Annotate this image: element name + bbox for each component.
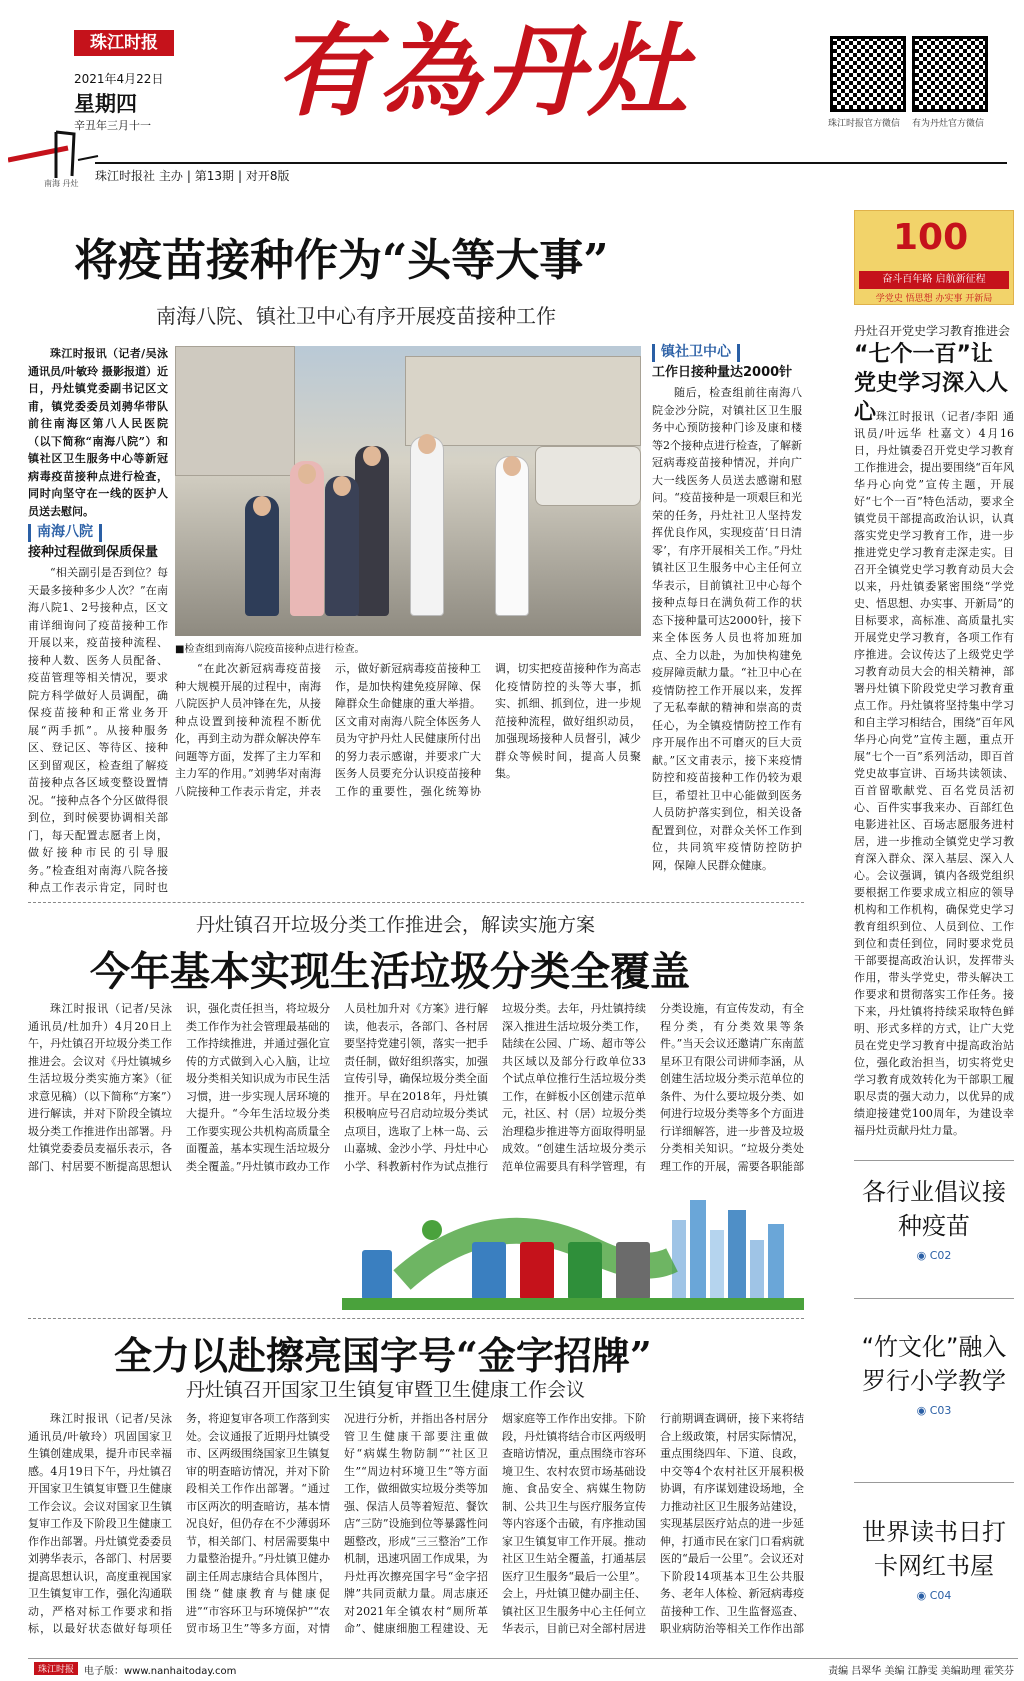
- article3-text: 珠江时报讯（记者/吴泳通讯员/叶敏玲）巩固国家卫生镇创建成果，提升市民幸福感。4月19日下午，丹灶镇召开国家卫生镇复审暨卫生健康工作会议。会议对国家卫生镇复审工作及下阶段卫生健康工作作出部署。丹灶镇党委委员刘骋华表示，各部门、村居要提高思想认识，高度重视国家卫生镇复审工作，强化沟通联动，严格对标工作要求和指标，以最好状态做好每项任务，将迎复审各项工作落到实处。会议通报了近期丹灶镇受市、区两级围绕国家卫生镇复审的明查暗访情况，并对下阶段相关工作作出部署。“通过市区两次的明查暗访，基本情况良好，但仍存在不少薄弱环节，相关部门、村居需要集中力量整治提升。”丹灶镇卫健办副主任周志康结合具体图片，围绕“健康教育与健康促进”“市容环卫与环境保护”“农贸市场卫生”等多方面，对情况进行分析，并指出各村居分管卫生健康干部要注重做好“病媒生物防制”“社区卫生”“周边村环境卫生”等方面工作，做细做实垃圾分类等加强、保洁人员等着短范、餐饮店“三防”设施到位等暴露性问题整改，形成“三三整治”工作机制，迅速巩固工作成果，为丹灶再次擦亮国字号“金字招牌”共同贡献力量。周志康还对2021年全镇农村“厕所革命”、健康细胞工程建设、无烟家庭等工作作出安排。下阶段，丹灶镇将结合市区两级明查暗访情况，重点围绕市容环境卫生、农村农贸市场基础设施、食品安全、病媒生物防制、公共卫生与医疗服务宣传等内容逐个击破，有序推动国家卫生镇复审工作开展。推动社区卫生站全覆盖，打通基层医疗卫生服务“最后一公里”。会上，丹灶镇卫健办副主任、镇社区卫生服务中心主任何立华表示，目前已对全部村居进行前期调查调研，接下来将结合上级政策，村居实际情况，重点围绕四年、下道、良政，中交等4个农村社区开展积极协调，有序谋划建设场地，全力推动社区卫生服务站建设，实现基层医疗站点的进一步延伸，打通市民在家门口看病就医的“最后一公里”。会议还对下阶段14项基本卫生公共服务、老年人体检、新冠病毒疫苗接种工作、卫生监督巡查、职业病防治等相关工作作出部: [28, 1412, 804, 1635]
- teaser-title: 各行业倡议接种疫苗: [862, 1178, 1006, 1240]
- divider: [854, 1298, 1014, 1299]
- side-article-headline: “七个一百”让党史学习深入人心: [854, 342, 1009, 425]
- newspaper-title: 有為丹灶: [275, 12, 691, 130]
- issue-weekday: 星期四: [74, 92, 137, 116]
- side-article-body: [854, 408, 1014, 1158]
- badge-number: 100: [893, 217, 969, 258]
- section-kicker: 南海八院: [28, 524, 102, 542]
- qr-label: 有为丹灶官方微信: [912, 119, 985, 129]
- page-footer: [28, 1658, 1018, 1676]
- footer-url[interactable]: 电子版：www.nanhaitoday.com: [84, 1666, 237, 1677]
- section-kicker: 镇社卫中心: [652, 344, 740, 362]
- info-publisher: 珠江时报社 主办: [95, 169, 183, 183]
- article1-col1: [28, 345, 168, 895]
- photo-caption: ■检查组到南海八院疫苗接种点进行检查。: [175, 644, 365, 655]
- article2-body: [28, 1000, 804, 1180]
- divider: [854, 1160, 1014, 1161]
- side-article-text: 珠江时报讯（记者/李阳 通讯员/叶远华 杜嘉文）4月16日，丹灶镇委召开党史学习教育工作推进会，提出要围绕“百年风华丹心向党”宣传主题，开展好“七个一百”特色活动，要求全镇党员干部提高政治认识，认真落实党史学习教育工作，进一步推进党史学习教育走深走实。目召开全镇党史学习教育动员大会以来，丹灶镇委紧密围绕“学党史、悟思想、办实事、开新局”的目标要求，高标准、高质量扎实开展党史学习教育，各项工作有序推进。会议传达了上级党史学习教育动员大会的相关精神，部署丹灶镇下阶段党史学习教育重点工作。丹灶镇将坚持集中学习和自主学习相结合，围绕“百年风华丹心向党”宣传主题，重点开展“七个一百”系列活动，即百首党史故事宣讲、百场共读领读、百首留歌献党、百名党员活初心、百件实事我来办、百部红色电影进社区、百场志愿服务进村居，进一步推动全镇党史学习教育深入群众、深入基层、深入人心。会议强调，镇内各级党组织要根据工作要求成立相应的领导机构和工作机构，确保党史学习教育组织到位、人员到位、工作到位和责任到位，同时要求党员干部要提高政治认识，发挥带头作用，带头学党史，带头解决工作要求和贯彻落实工作任务。接下来，丹灶镇将持续采取特色鲜明、形式多样的方式，让广大党员在党史学习教育中提高政治站位，强化政治担当，切实将党史学习教育成效转化为干部职工履职尽责的强大动力，以优异的成绩迎接建党100周年，为建设幸福丹灶贡献丹灶力量。: [854, 410, 1014, 1137]
- side-article-kicker: 丹灶召开党史学习教育推进会: [854, 324, 1011, 338]
- qr-code-icon: [912, 36, 988, 112]
- page-ref: ◉ C02: [916, 1249, 952, 1262]
- page-ref: ◉ C04: [916, 1589, 952, 1602]
- divider: [28, 902, 804, 903]
- article2-subhead: 丹灶镇召开垃圾分类工作推进会，解读实施方案: [196, 914, 596, 936]
- article1-section1-text: “相关副引是否到位？每天最多接种多少人次？”在南海八院1、2号接种点，区文甫详细询问了疫苗接种工作开展以来，疫苗接种流程、接种人数、医务人员配备、疫苗管理等相关情况，要求院方科学做好人员调配，确保疫苗接种和正常业务开展“两手抓”。从接种服务区、登记区、等待区、接种区到留观区，检查组了解疫苗接种点各区域变整设置情况。“接种点各个分区做得很到位，到时候要协调相关部门，每天配置志愿者上岗，做好接种市民的引导服务。”检查组对南海八院各接种点工作表示肯定，同时也: [28, 566, 168, 894]
- page-number: C04: [929, 1589, 952, 1602]
- article1-section1-text2: “在此次新冠病毒疫苗接种大规模开展的过程中，南海八院医护人员冲锋在先，从接种点设置到接种流程不断优化，再到主动为群众解决停车问题等方面，发挥了主力军和主力军的作用。”刘骋华对南海八院接种工作表示肯定，并表示，做好新冠病毒疫苗接种工作，是加快构建免疫屏障、保障群众生命健康的重大举措。区文甫对南海八院全体医务人员为守护丹灶人民健康所付出的努力表示感谢，并要求广大医务人员要充分认识疫苗接种工作的重要性，强化统筹协调，切实把疫苗接种作为高志化疫情防控的头等大事，抓实、抓细、抓到位，进一步规范接种流程，做好组织动员，加强现场接种人员督引，减少群众等候时间，提高人员聚集。: [175, 662, 641, 798]
- article1-col-right: [652, 340, 802, 895]
- teaser-title: 世界读书日打卡网红书屋: [862, 1518, 1006, 1580]
- party-centennial-badge: [854, 210, 1014, 305]
- footer-logo: 珠江时报: [34, 1662, 78, 1675]
- page-ref: ◉ C03: [916, 1404, 952, 1417]
- inspection-photo: [175, 346, 641, 636]
- right-column: [854, 210, 1014, 1650]
- page-number: C02: [929, 1249, 952, 1262]
- qr-code-icon: [830, 36, 906, 112]
- info-issue: 第13期: [194, 169, 234, 183]
- article3-subhead: 丹灶镇召开国家卫生镇复审暨卫生健康工作会议: [186, 1379, 586, 1401]
- badge-subtitle: 学党史 悟思想 办实事 开新局: [875, 294, 993, 304]
- article1-headline: 将疫苗接种作为“头等大事”: [74, 235, 609, 286]
- area-name: 南海 丹灶: [44, 179, 79, 188]
- section-title: 接种过程做到保质保量: [28, 544, 159, 560]
- divider: [854, 1482, 1014, 1483]
- article2-text: 珠江时报讯（记者/吴泳通讯员/杜加升）4月20日上午，丹灶镇召开垃圾分类工作推进会。会议对《丹灶镇城乡生活垃圾分类实施方案》（征求意见稿）（以下简称“方案”）进行解读，并对下阶段全镇垃圾分类工作推进作出部署。丹灶镇党委委员麦福乐表示，各部门、村居要不断提高思想认识，强化责任担当，将垃圾分类工作作为社会管理最基础的工作持续推进，并通过强化宣传的方式做到入心入脑，让垃圾分类相关知识成为市民生活习惯，进一步实现人居环境的大提升。“今年生活垃圾分类工作要实现公共机构高质量全面覆盖，基本实现生活垃圾分类全覆盖。”丹灶镇市政办工作人员杜加升对《方案》进行解读，他表示，各部门、各村居要坚持党建引领，落实一把手责任制，做好组织落实，加强宣传引导，确保垃圾分类全面推开。早在2018年，丹灶镇积极响应号召启动垃圾分类试点项目，选取了上林一岛、云山嘉城、金沙小学、丹灶中心小学、科教新村作为试点推行垃圾分类。去年，丹灶镇持续深入推进生活垃圾分类工作，陆续在公园、广场、超市等公共区域以及部分行政单位33个试点单位推行生活垃圾分类工作，在鲜板小区创建示范单元，社区、村（居）垃圾分类治理稳步推进等方面取得明显成效。“创建生活垃圾分类示范单位需要具有科学管理，有分类设施，有宣传发动，有全程分类，有分类效果等条件。”当天会议还邀请广东南蓝星环卫有限公司讲师李涵，从创建生活垃圾分类示范单位的条件、为什么要垃圾分类、如何进行垃圾分类等多个方面进行详细解答，进一步普及垃圾分类相关知识。“垃圾分类处理工作的开展，需要各职能部: [28, 1002, 804, 1173]
- teaser-title: “竹文化”融入罗行小学教学: [861, 1333, 1007, 1395]
- teaser-c04[interactable]: [854, 1515, 1014, 1602]
- footer-editors: 责编 吕翠华 美编 江静雯 美编助理 霍笑芬: [828, 1666, 1014, 1677]
- garbage-sorting-illustration: [342, 1180, 804, 1310]
- masthead: [0, 0, 1024, 195]
- article1-col-mid: [175, 660, 641, 895]
- issue-date: 2021年4月22日: [74, 72, 164, 86]
- lunar-date: 辛丑年三月十一: [74, 119, 151, 132]
- article3-headline: 全力以赴擦亮国字号“金字招牌”: [114, 1333, 652, 1378]
- issue-info-bar: 珠江时报社 主办 | 第13期 | 对开8版: [95, 162, 1007, 184]
- badge-slogan: 奋斗百年路 启航新征程: [859, 271, 1009, 289]
- article1-lead: 珠江时报讯（记者/吴泳通讯员/叶敏玲 摄影报道）近日，丹灶镇党委副书记区文甫，镇党委委员刘骋华带队前往南海区第八人民医院（以下简称“南海八院”）和镇社区卫生服务中心等新冠病毒疫苗接种点进行检查，同时向坚守在一线的医护人员送去慰问。: [28, 347, 168, 518]
- teaser-c03[interactable]: [854, 1330, 1014, 1417]
- publisher-logo: 珠江时报: [74, 30, 174, 56]
- article3-body: [28, 1410, 804, 1650]
- info-pages: 对开8版: [245, 169, 290, 183]
- teaser-c02[interactable]: [854, 1175, 1014, 1262]
- section-title: 工作日接种量达2000针: [652, 364, 793, 380]
- article2-headline: 今年基本实现生活垃圾分类全覆盖: [90, 948, 690, 995]
- qr-label: 珠江时报官方微信: [828, 119, 901, 129]
- page-number: C03: [929, 1404, 952, 1417]
- article1-section2-text: 随后，检查组前往南海八院金沙分院，对镇社区卫生服务中心预防接种门诊及康和楼等2个接种点进行检查，了解新冠病毒疫苗接种情况，并向广大一线医务人员送去感谢和慰问。“疫苗接种是一项艰巨和光荣的任务，丹灶社卫人坚持发挥优良作风，实现疫苗‘日日清零’，有序开展相关工作。”丹灶镇社区卫生服务中心主任何立华表示，目前镇社卫中心每个接种点每日在满负荷工作的状态下接种量可达2000针，接下来全体医务人员也将加班加点、全力以赴，为加快构建免疫屏障贡献力量。“社卫中心在疫情防控工作开展以来，发挥了无私奉献的精神和崇高的责任心，为全镇疫情防控工作有序开展作出不可磨灭的巨大贡献。”区文甫表示，接下来疫情防控和疫苗接种工作仍较为艰巨，希望社卫中心能做到医务人员防护落实到位，相关设备配置到位，对群众关怀工作到位，共同筑牢疫情防控防护网，保障人民群众健康。: [652, 386, 802, 872]
- divider: [28, 1318, 804, 1319]
- article1-subhead: 南海八院、镇社卫中心有序开展疫苗接种工作: [156, 304, 556, 328]
